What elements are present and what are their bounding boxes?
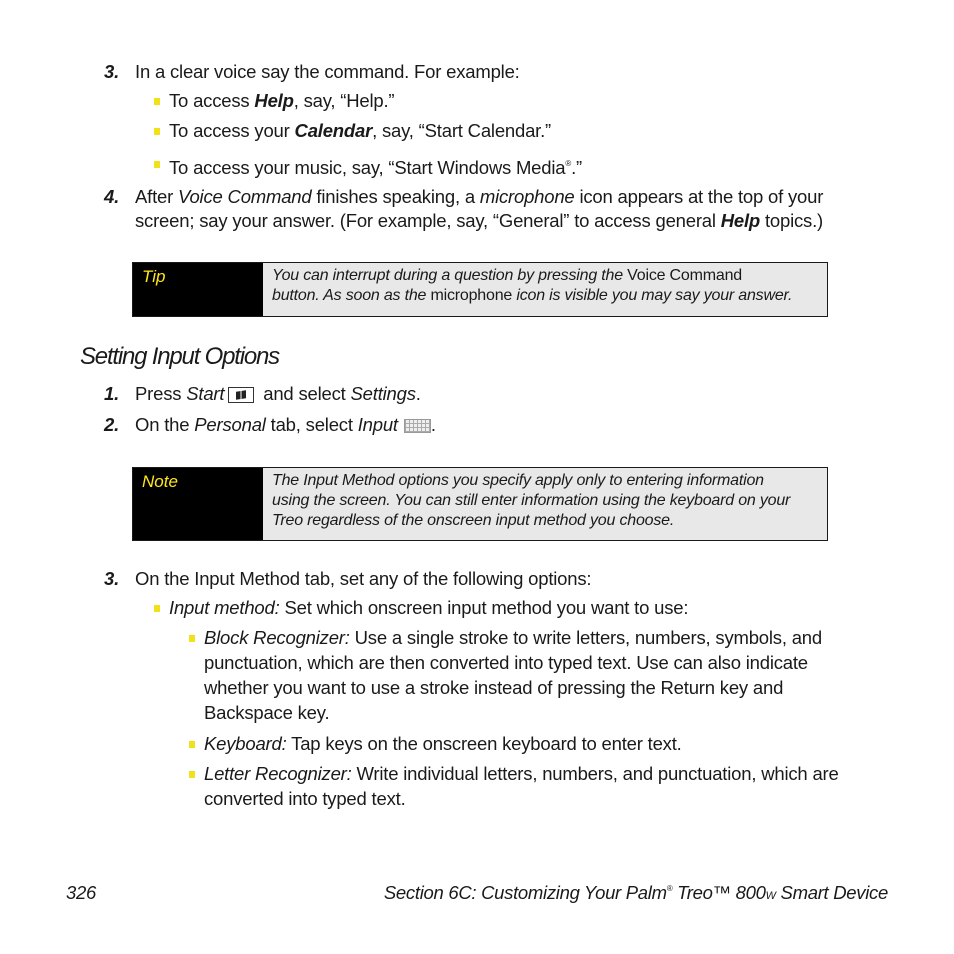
- registered-mark: ®: [565, 159, 572, 168]
- text: Treo™ 800: [672, 882, 766, 903]
- keyboard-icon: [404, 419, 431, 433]
- tip-box: [132, 262, 828, 317]
- item-text: , say, “Start Calendar.”: [372, 120, 552, 141]
- step-number: 3.: [104, 61, 120, 82]
- text: punctuation, which are then converted into typed text. Use can also indicate: [204, 652, 808, 673]
- step-number: 2.: [104, 414, 120, 435]
- option-label: Letter Recognizer:: [204, 763, 352, 784]
- item-emphasis: Calendar: [294, 120, 373, 141]
- text: Press: [135, 383, 187, 404]
- step-4-line-2: [135, 208, 823, 233]
- sub-option-block-recognizer: [204, 625, 822, 725]
- model-suffix: W: [765, 890, 776, 902]
- text: .: [430, 414, 436, 435]
- emphasis: Voice Command: [178, 186, 312, 207]
- note-line: The Input Method options you specify apply only to entering information: [272, 472, 764, 489]
- emphasis: Settings: [350, 383, 416, 404]
- text: button. As soon as the: [272, 287, 431, 304]
- text: You can interrupt during a question by pressing the: [272, 267, 628, 284]
- option-label: Input method:: [169, 597, 280, 618]
- list-item: [169, 88, 394, 113]
- note-line: using the screen. You can still enter information using the keyboard on your: [272, 492, 791, 509]
- emphasis: Input: [357, 414, 398, 435]
- emphasis: Help: [720, 210, 761, 231]
- emphasis: Voice Command: [627, 267, 742, 284]
- emphasis: Personal: [194, 414, 266, 435]
- item-text: .”: [571, 157, 582, 178]
- step-4-line-1: [135, 184, 823, 209]
- text: After: [135, 186, 179, 207]
- step-text: In a clear voice say the command. For example:: [135, 61, 520, 82]
- list-item: [169, 118, 551, 143]
- bullet-icon: [189, 741, 195, 748]
- text: Backspace key.: [204, 702, 330, 723]
- page-number: 326: [66, 882, 96, 903]
- setting-step-2: [104, 412, 436, 437]
- text: finishes speaking, a: [311, 186, 480, 207]
- note-label: Note: [133, 468, 263, 540]
- item-text: , say, “Help.”: [293, 90, 395, 111]
- text: topics.): [760, 210, 823, 231]
- item-text: To access your music, say, “Start Windows Media: [169, 157, 566, 178]
- step-3-voice: [104, 59, 520, 84]
- item-text: To access your: [169, 120, 295, 141]
- text: Use a single stroke to write letters, numbers, symbols, and: [349, 627, 822, 648]
- text: tab, select: [265, 414, 358, 435]
- note-body: [263, 468, 827, 540]
- emphasis: Start: [186, 383, 225, 404]
- emphasis: microphone: [479, 186, 575, 207]
- bullet-icon: [154, 161, 160, 168]
- step-text: On the Input Method tab, set any of the following options:: [135, 568, 592, 589]
- step-3-input: [104, 566, 592, 591]
- text: and select: [258, 383, 351, 404]
- bullet-icon: [189, 771, 195, 778]
- text: converted into typed text.: [204, 788, 406, 809]
- text: icon is visible you may say your answer.: [512, 287, 793, 304]
- option-label: Keyboard:: [204, 733, 287, 754]
- sub-option-keyboard: [204, 731, 682, 756]
- step-number: 4.: [104, 186, 120, 207]
- text: Smart Device: [775, 882, 888, 903]
- footer-title: [384, 882, 888, 904]
- text: Write individual letters, numbers, and punctuation, which are: [351, 763, 839, 784]
- option-input-method: [169, 595, 688, 620]
- item-text: To access: [169, 90, 255, 111]
- text: icon appears at the top of your: [574, 186, 824, 207]
- bullet-icon: [189, 635, 195, 642]
- text: .: [415, 383, 421, 404]
- option-label: Block Recognizer:: [204, 627, 350, 648]
- step-4: [104, 184, 119, 209]
- bullet-icon: [154, 98, 160, 105]
- setting-step-1: [104, 381, 421, 406]
- note-line: Treo regardless of the onscreen input method you choose.: [272, 512, 675, 529]
- sub-option-letter-recognizer: [204, 761, 839, 811]
- note-box: [132, 467, 828, 541]
- bullet-icon: [154, 605, 160, 612]
- bullet-icon: [154, 128, 160, 135]
- tip-label: Tip: [133, 263, 263, 316]
- text: screen; say your answer. (For example, say, “General” to access general: [135, 210, 721, 231]
- item-emphasis: Help: [254, 90, 294, 111]
- text: On the: [135, 414, 195, 435]
- option-text: Set which onscreen input method you want to use:: [279, 597, 689, 618]
- text: Tap keys on the onscreen keyboard to enter text.: [286, 733, 682, 754]
- step-number: 3.: [104, 568, 120, 589]
- tip-body: [263, 263, 827, 316]
- text: whether you want to use a stroke instead of pressing the Return key and: [204, 677, 784, 698]
- list-item: [169, 151, 582, 180]
- section-heading: Setting Input Options: [80, 343, 279, 370]
- windows-start-icon: [228, 387, 254, 403]
- step-number: 1.: [104, 383, 120, 404]
- text: Section 6C: Customizing Your Palm: [383, 882, 667, 903]
- emphasis: microphone: [430, 287, 513, 304]
- registered-mark: ®: [666, 884, 673, 893]
